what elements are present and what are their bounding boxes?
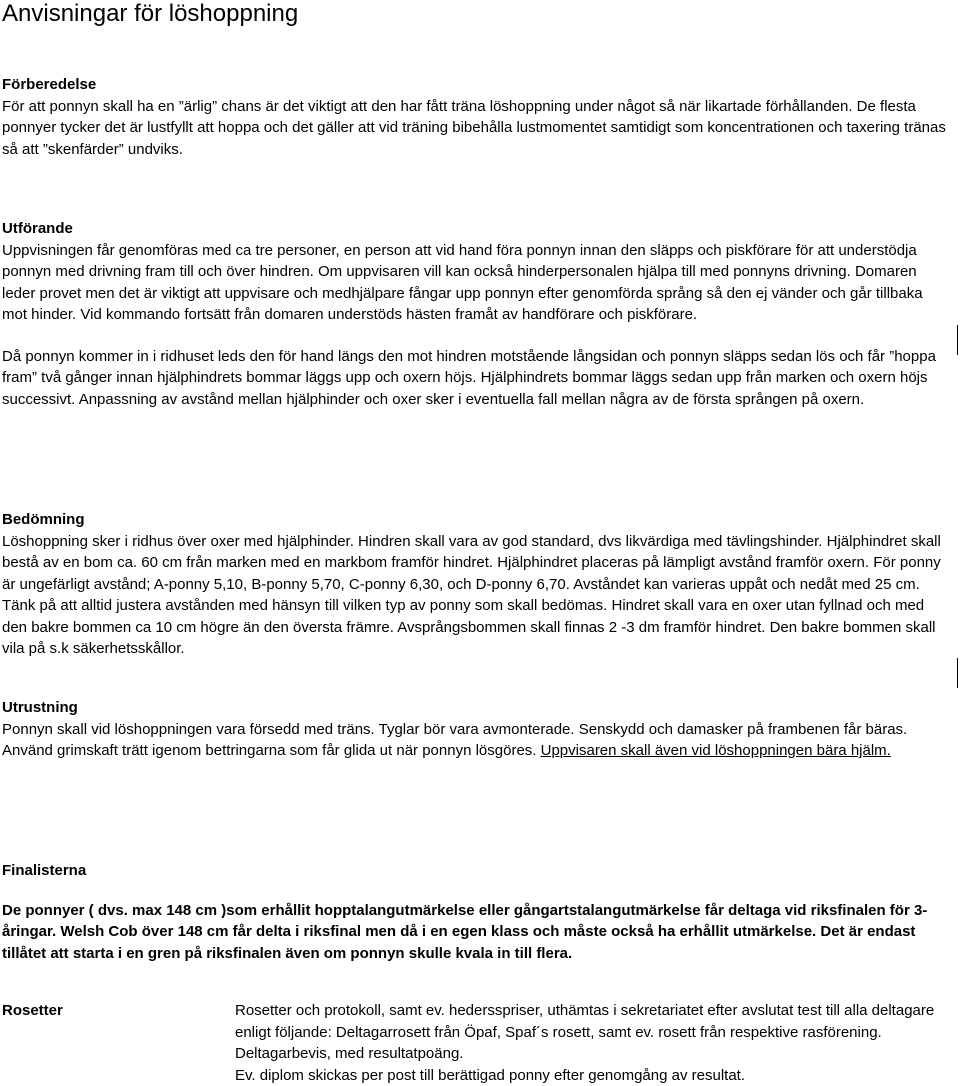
paragraph-bedomning: Löshoppning sker i ridhus över oxer med hjälphinder. Hindren skall vara av god standard, dvs likvärdiga med tävlingshinder. Hjälphindret skall bestå av en bom ca. 60 cm från marken med en markbom framför hindret. Hjälphindret placeras på lämpligt avstånd framför oxern. För ponny är ungefärligt avstånd; A-ponny 5,10, B-ponny 5,70, C-ponny 6,30, och D-ponny 6,70. Avståndet kan varieras uppåt och nedåt med 25 cm. Tänk på att alltid justera avstånden med hänsyn till vilken typ av ponny som skall bedömas. Hindret skall vara en oxer utan fyllnad och med den bakre bommen ca 10 cm högre än den översta främre. Avsprångsbommen skall finnas 2 -3 dm framför hindret. Den bakre bommen skall vila på s.k säkerhetsskållor. xyxy=(2,531,947,660)
paragraph-forberedelse: För att ponnyn skall ha en ”ärlig” chans är det viktigt att den har fått träna löshoppning under något så när likartade förhållanden. De flesta ponnyer tycker det är lustfyllt att hoppa och det gäller att vid träning bibehålla lustmomentet samtidigt som koncentrationen och taxering tränas så att ”skenfärder” undviks. xyxy=(2,96,947,161)
section-finalisterna xyxy=(2,860,947,964)
paragraph-finalisterna: De ponnyer ( dvs. max 148 cm )som erhållit hopptalangutmärkelse eller gångartstalangutmärkelse får deltaga vid riksfinalen för 3-åringar. Welsh Cob över 148 cm får delta i riksfinal men då i en egen klass och måste också ha erhållit utmärkelse. Det är endast tillåtet att starta i en gren på riksfinalen även om ponnyn skulle kvala in till flera. xyxy=(2,900,947,965)
paragraph-utforande-1: Uppvisningen får genomföras med ca tre personer, en person att vid hand föra ponnyn innan den släpps och piskförare för att understödja ponnyn med drivning fram till och över hindren. Om uppvisaren vill kan också hinderpersonalen hjälpa till med ponnyns drivning. Domaren leder provet men det är viktigt att uppvisare och medhjälpare fångar upp ponnyn efter genomförda språng så den ej vänder och går tillbaka mot hinder. Vid kommando fortsätt från domaren understöds hästen framåt av handförare och piskförare. xyxy=(2,240,947,326)
paragraph-utforande-2: Då ponnyn kommer in i ridhuset leds den för hand längs den mot hindren motstående långsidan och ponnyn släpps sedan lös och får ”hoppa fram” två gånger innan hjälphindrets bommar läggs upp och oxern höjs. Hjälphindrets bommar läggs sedan upp från marken och oxern höjs successivt. Anpassning av avstånd mellan hjälphinder och oxer sker i eventuella fall mellan några av de första sprången på oxern. xyxy=(2,346,947,411)
heading-utforande: Utförande xyxy=(2,218,947,240)
rosetter-label: Rosetter xyxy=(2,1000,63,1022)
rosetter-paragraph: Rosetter och protokoll, samt ev. hedersspriser, uthämtas i sekretariatet efter avslutat test till alla deltagare enligt följande: Deltagarrosett från Öpaf, Spaf´s rosett, samt ev. rosett från respektive rasförening. Deltagarbevis, med resultatpoäng. xyxy=(235,1000,955,1065)
heading-bedomning: Bedömning xyxy=(2,509,947,531)
rosetter-paragraph-2: Ev. diplom skickas per post till berättigad ponny efter genomgång av resultat. xyxy=(235,1065,955,1086)
section-utforande xyxy=(2,218,947,410)
change-bar xyxy=(957,658,958,688)
change-bar xyxy=(957,325,958,355)
section-forberedelse xyxy=(2,74,947,160)
heading-utrustning: Utrustning xyxy=(2,697,947,719)
rosetter-text xyxy=(235,1000,955,1086)
utrustning-text: Ponnyn skall vid löshoppningen vara försedd med träns. Tyglar bör vara avmonterade. Senskydd och damasker på frambenen får bäras. Använd grimskaft trätt igenom bettringarna som får glida ut när ponnyn lösgöres. xyxy=(2,721,907,760)
heading-finalisterna: Finalisterna xyxy=(2,860,947,882)
utrustning-underlined-text: Uppvisaren skall även vid löshoppningen bära hjälm. xyxy=(541,742,891,759)
paragraph-utrustning xyxy=(2,719,947,762)
heading-forberedelse: Förberedelse xyxy=(2,74,947,96)
section-utrustning xyxy=(2,697,947,762)
page-title: Anvisningar för löshoppning xyxy=(2,0,298,28)
section-bedomning xyxy=(2,509,947,660)
